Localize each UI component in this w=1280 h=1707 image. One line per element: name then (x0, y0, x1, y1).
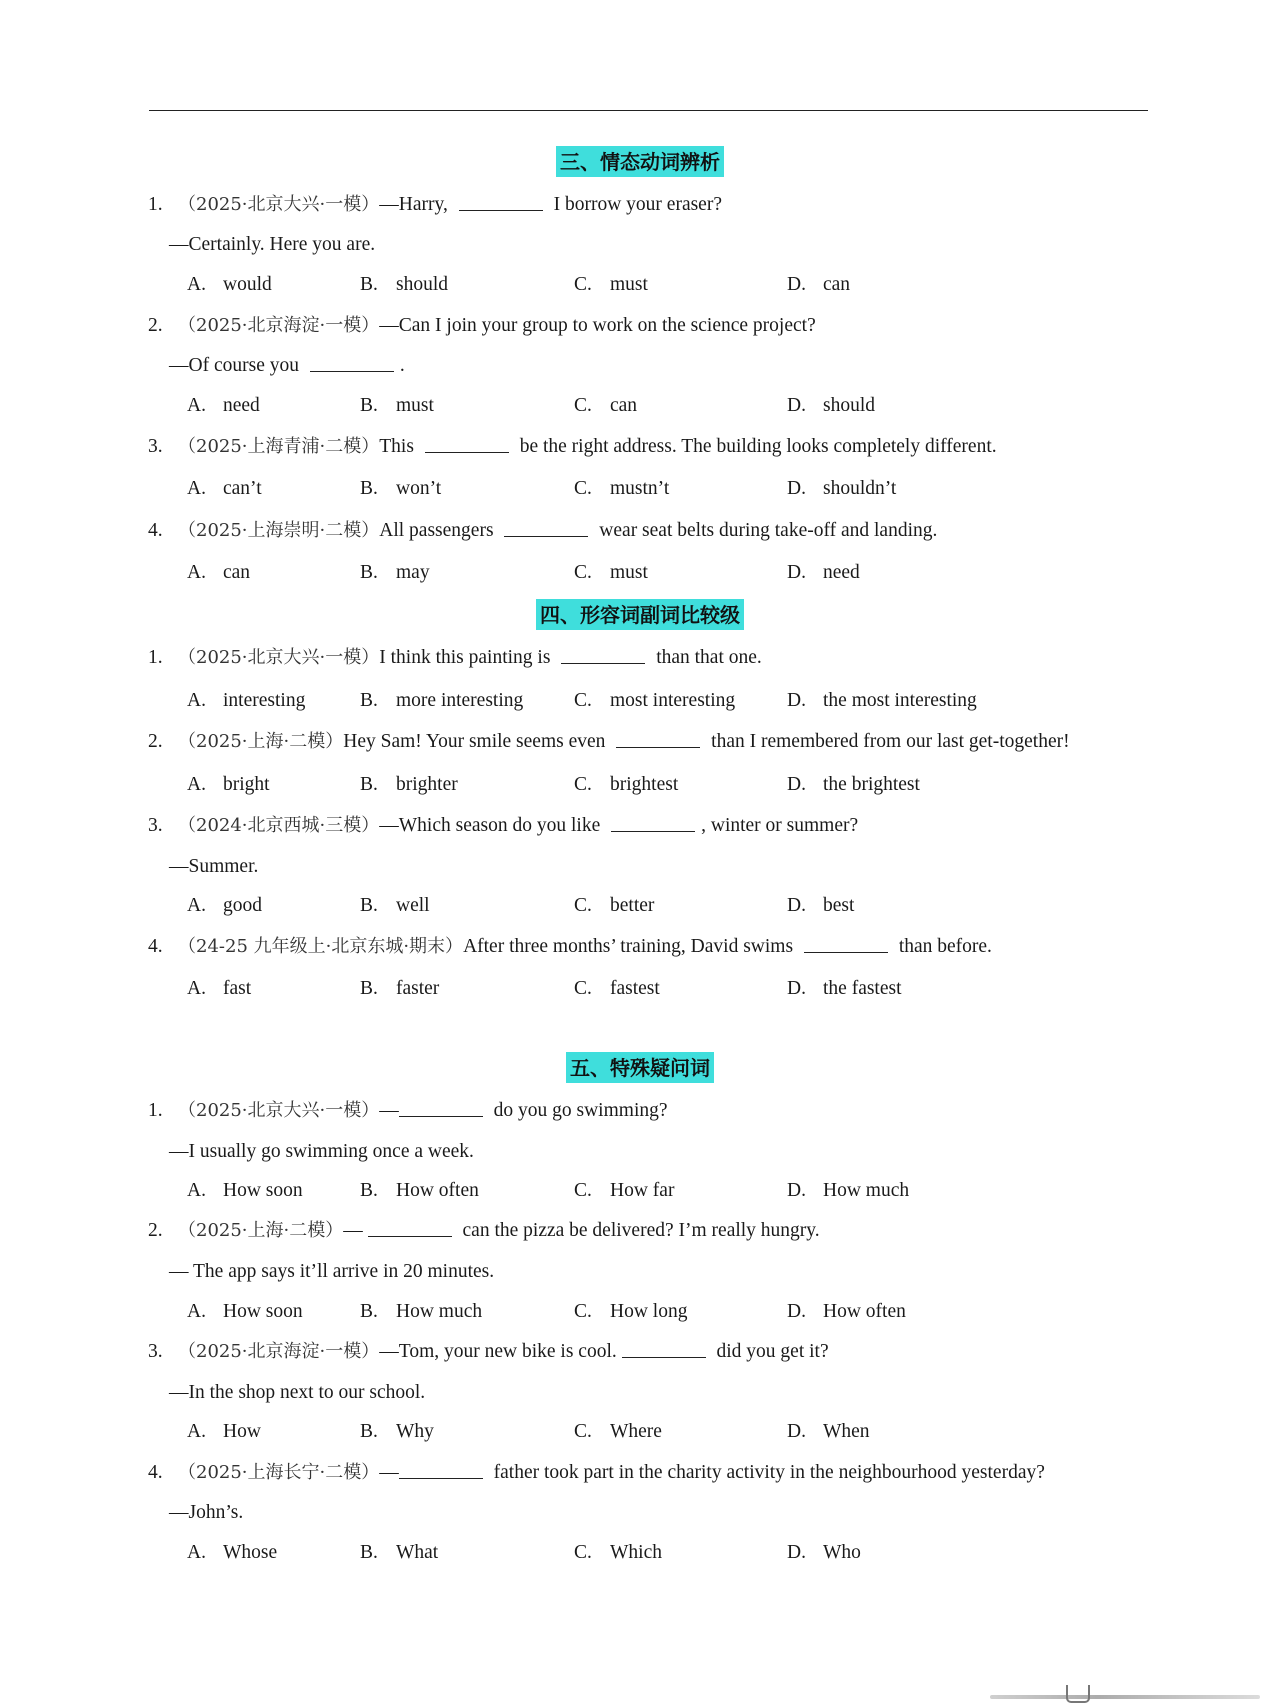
option-text: Why (396, 1421, 434, 1442)
option-c (574, 688, 735, 714)
option-text: must (396, 395, 434, 416)
question-text (178, 1339, 829, 1365)
option-d (787, 893, 854, 919)
option-text: should (823, 395, 876, 416)
question-stem-end: than I remembered from our last get-together! (706, 731, 1070, 752)
option-text: Where (610, 1421, 662, 1442)
question-stem-end: than that one. (651, 647, 762, 668)
question-source: （24-25 九年级上·北京东城·期末） (178, 936, 464, 957)
option-letter: C. (574, 1542, 592, 1563)
option-letter: A. (187, 1421, 206, 1442)
question-stem: Hey Sam! Your smile seems even (343, 731, 611, 752)
option-letter: B. (360, 478, 378, 499)
option-text: can (223, 562, 251, 583)
option-c (574, 272, 648, 298)
option-a (187, 893, 262, 919)
option-text: can’t (223, 478, 262, 499)
option-a (187, 1178, 303, 1204)
question-number: 2. (148, 731, 163, 752)
reply-text: —In the shop next to our school. (169, 1382, 426, 1403)
option-letter: A. (187, 395, 206, 416)
option-text: well (396, 895, 430, 916)
option-b (360, 1540, 438, 1566)
option-c (574, 976, 660, 1002)
reply-start: —Of course you (169, 355, 304, 376)
question-source: （2025·上海青浦·二模） (178, 436, 380, 457)
question-stem-end: than before. (893, 936, 992, 957)
reply-text: — The app says it’ll arrive in 20 minutes. (169, 1261, 495, 1282)
option-letter: C. (574, 1301, 592, 1322)
answer-blank (504, 518, 588, 537)
option-letter: C. (574, 774, 592, 795)
question-text (178, 729, 1070, 755)
option-letter: C. (574, 978, 592, 999)
answer-blank (622, 1339, 706, 1358)
header-rule (149, 110, 1148, 111)
option-letter: D. (787, 895, 806, 916)
option-letter: C. (574, 1421, 592, 1442)
footer-mark (1066, 1685, 1090, 1703)
reply-text: —Summer. (169, 856, 259, 877)
option-text: How soon (223, 1301, 303, 1322)
option-text: mustn’t (610, 478, 670, 499)
section-heading-label: 五、特殊疑问词 (566, 1052, 714, 1083)
question-number: 3. (148, 436, 163, 457)
option-c (574, 772, 678, 798)
section-heading-modal-verbs (0, 146, 1280, 180)
option-letter: B. (360, 978, 378, 999)
option-b (360, 560, 430, 586)
option-b (360, 393, 434, 419)
option-c (574, 476, 669, 502)
option-letter: A. (187, 274, 206, 295)
answer-blank (310, 353, 394, 372)
option-letter: B. (360, 1421, 378, 1442)
option-d (787, 772, 920, 798)
option-letter: D. (787, 1301, 806, 1322)
option-d (787, 476, 896, 502)
question-text (178, 934, 992, 960)
option-letter: D. (787, 395, 806, 416)
option-a (187, 272, 272, 298)
option-c (574, 1299, 687, 1325)
option-letter: B. (360, 690, 378, 711)
question-source: （2025·北京大兴·一模） (178, 194, 380, 215)
reply-text: —Certainly. Here you are. (169, 234, 376, 255)
section-heading-label: 三、情态动词辨析 (556, 146, 724, 177)
option-text: may (396, 562, 430, 583)
option-c (574, 560, 648, 586)
option-letter: C. (574, 274, 592, 295)
option-letter: C. (574, 395, 592, 416)
option-letter: A. (187, 978, 206, 999)
answer-blank (368, 1218, 452, 1237)
question-source: （2025·上海·二模） (178, 1220, 344, 1241)
question-text (178, 192, 722, 218)
option-letter: D. (787, 690, 806, 711)
answer-blank (425, 434, 509, 453)
option-c (574, 893, 654, 919)
option-text: better (610, 895, 655, 916)
section-heading-comparatives (0, 599, 1280, 633)
option-d (787, 560, 860, 586)
option-b (360, 1299, 482, 1325)
question-source: （2025·北京大兴·一模） (178, 1100, 380, 1121)
footer-decoration (990, 1695, 1260, 1699)
question-text (178, 313, 816, 339)
question-stem-end: , winter or summer? (701, 815, 859, 836)
option-text: need (823, 562, 860, 583)
option-letter: C. (574, 895, 592, 916)
option-text: interesting (223, 690, 306, 711)
question-source: （2025·北京海淀·一模） (178, 1341, 380, 1362)
answer-blank (399, 1460, 483, 1479)
option-text: How soon (223, 1180, 303, 1201)
question-stem-end: can the pizza be delivered? I’m really hungry. (457, 1220, 820, 1241)
question-stem: —Can I join your group to work on the science project? (379, 315, 816, 336)
option-b (360, 976, 439, 1002)
question-number: 1. (148, 647, 163, 668)
question-text (178, 645, 762, 671)
option-text: brightest (610, 774, 679, 795)
option-letter: D. (787, 562, 806, 583)
option-letter: B. (360, 395, 378, 416)
question-number: 2. (148, 315, 163, 336)
option-text: can (610, 395, 638, 416)
option-text: should (396, 274, 449, 295)
question-text (178, 434, 997, 460)
option-text: What (396, 1542, 439, 1563)
option-text: the fastest (823, 978, 902, 999)
reply-end: . (399, 355, 405, 376)
question-source: （2025·北京大兴·一模） (178, 647, 380, 668)
option-letter: D. (787, 978, 806, 999)
option-text: How far (610, 1180, 675, 1201)
option-letter: B. (360, 1542, 378, 1563)
question-number: 2. (148, 1220, 163, 1241)
option-text: won’t (396, 478, 442, 499)
question-text (178, 1098, 668, 1124)
option-text: Which (610, 1542, 662, 1563)
option-text: When (823, 1421, 870, 1442)
option-text: fastest (610, 978, 660, 999)
option-a (187, 393, 260, 419)
question-stem: —Tom, your new bike is cool. (379, 1341, 622, 1362)
question-stem-end: did you get it? (711, 1341, 829, 1362)
option-d (787, 688, 977, 714)
option-letter: A. (187, 1542, 206, 1563)
question-stem-end: wear seat belts during take-off and landing. (594, 520, 938, 541)
option-c (574, 393, 637, 419)
option-b (360, 1178, 479, 1204)
option-text: bright (223, 774, 270, 795)
question-number: 3. (148, 1341, 163, 1362)
question-source: （2025·上海长宁·二模） (178, 1462, 380, 1483)
question-number: 4. (148, 1462, 163, 1483)
question-stem: —Harry, (379, 194, 453, 215)
option-text: need (223, 395, 260, 416)
option-text: How (223, 1421, 261, 1442)
option-text: more interesting (396, 690, 524, 711)
option-text: good (223, 895, 262, 916)
question-stem: After three months’ training, David swims (463, 936, 798, 957)
option-letter: A. (187, 1301, 206, 1322)
option-letter: B. (360, 1301, 378, 1322)
option-text: must (610, 562, 648, 583)
option-text: Whose (223, 1542, 278, 1563)
question-source: （2024·北京西城·三模） (178, 815, 380, 836)
option-d (787, 976, 902, 1002)
option-d (787, 1419, 870, 1445)
option-letter: A. (187, 895, 206, 916)
question-number: 3. (148, 815, 163, 836)
question-text (178, 1460, 1045, 1486)
question-text (178, 1218, 820, 1244)
option-text: How much (823, 1180, 910, 1201)
option-letter: A. (187, 478, 206, 499)
question-stem: —Which season do you like (379, 815, 606, 836)
option-text: most interesting (610, 690, 736, 711)
option-letter: D. (787, 1542, 806, 1563)
option-b (360, 688, 523, 714)
option-d (787, 1178, 909, 1204)
question-stem: I think this painting is (379, 647, 556, 668)
option-text: fast (223, 978, 252, 999)
question-source: （2025·上海·二模） (178, 731, 344, 752)
option-letter: B. (360, 774, 378, 795)
option-letter: C. (574, 1180, 592, 1201)
question-number: 4. (148, 936, 163, 957)
answer-blank (399, 1098, 483, 1117)
option-d (787, 1540, 861, 1566)
option-letter: C. (574, 478, 592, 499)
question-number: 4. (148, 520, 163, 541)
reply-text: —I usually go swimming once a week. (169, 1141, 474, 1162)
option-letter: B. (360, 274, 378, 295)
option-text: the brightest (823, 774, 920, 795)
question-stem: — (379, 1462, 399, 1483)
option-text: How much (396, 1301, 483, 1322)
question-source: （2025·上海崇明·二模） (178, 520, 380, 541)
option-letter: D. (787, 1180, 806, 1201)
question-stem-end: do you go swimming? (488, 1100, 668, 1121)
question-source: （2025·北京海淀·一模） (178, 315, 380, 336)
option-letter: D. (787, 774, 806, 795)
answer-blank (459, 192, 543, 211)
option-text: How often (396, 1180, 479, 1201)
option-b (360, 1419, 434, 1445)
answer-blank (611, 813, 695, 832)
question-stem: All passengers (379, 520, 499, 541)
question-stem-end: I borrow your eraser? (548, 194, 722, 215)
option-a (187, 1299, 303, 1325)
option-text: shouldn’t (823, 478, 897, 499)
option-a (187, 476, 262, 502)
option-text: How often (823, 1301, 906, 1322)
option-letter: A. (187, 562, 206, 583)
option-a (187, 560, 250, 586)
option-text: How long (610, 1301, 688, 1322)
question-stem-end: father took part in the charity activity in the neighbourhood yesterday? (488, 1462, 1045, 1483)
option-a (187, 1419, 261, 1445)
option-text: can (823, 274, 851, 295)
option-letter: B. (360, 562, 378, 583)
section-heading-wh-questions (0, 1052, 1280, 1086)
option-d (787, 1299, 906, 1325)
option-text: brighter (396, 774, 458, 795)
option-b (360, 772, 458, 798)
reply-text (169, 353, 405, 379)
option-c (574, 1178, 674, 1204)
option-letter: A. (187, 774, 206, 795)
option-letter: A. (187, 1180, 206, 1201)
option-text: must (610, 274, 648, 295)
option-a (187, 976, 251, 1002)
option-b (360, 272, 448, 298)
option-text: would (223, 274, 272, 295)
option-a (187, 1540, 277, 1566)
section-heading-label: 四、形容词副词比较级 (536, 599, 744, 630)
question-text (178, 518, 937, 544)
option-d (787, 272, 850, 298)
option-d (787, 393, 875, 419)
reply-text: —John’s. (169, 1502, 244, 1523)
option-letter: B. (360, 895, 378, 916)
question-stem-end: be the right address. The building looks completely different. (514, 436, 997, 457)
option-letter: C. (574, 562, 592, 583)
question-stem: This (379, 436, 419, 457)
answer-blank (804, 934, 888, 953)
option-letter: D. (787, 1421, 806, 1442)
option-letter: D. (787, 274, 806, 295)
answer-blank (616, 729, 700, 748)
option-letter: A. (187, 690, 206, 711)
option-letter: D. (787, 478, 806, 499)
option-c (574, 1419, 662, 1445)
question-text (178, 813, 858, 839)
question-number: 1. (148, 1100, 163, 1121)
option-b (360, 476, 441, 502)
option-text: Who (823, 1542, 861, 1563)
question-stem: — (343, 1220, 368, 1241)
question-number: 1. (148, 194, 163, 215)
option-text: best (823, 895, 855, 916)
answer-blank (561, 645, 645, 664)
option-text: the most interesting (823, 690, 977, 711)
option-a (187, 772, 270, 798)
option-a (187, 688, 305, 714)
option-letter: C. (574, 690, 592, 711)
option-text: faster (396, 978, 440, 999)
option-letter: B. (360, 1180, 378, 1201)
question-stem: — (379, 1100, 399, 1121)
option-c (574, 1540, 662, 1566)
option-b (360, 893, 430, 919)
